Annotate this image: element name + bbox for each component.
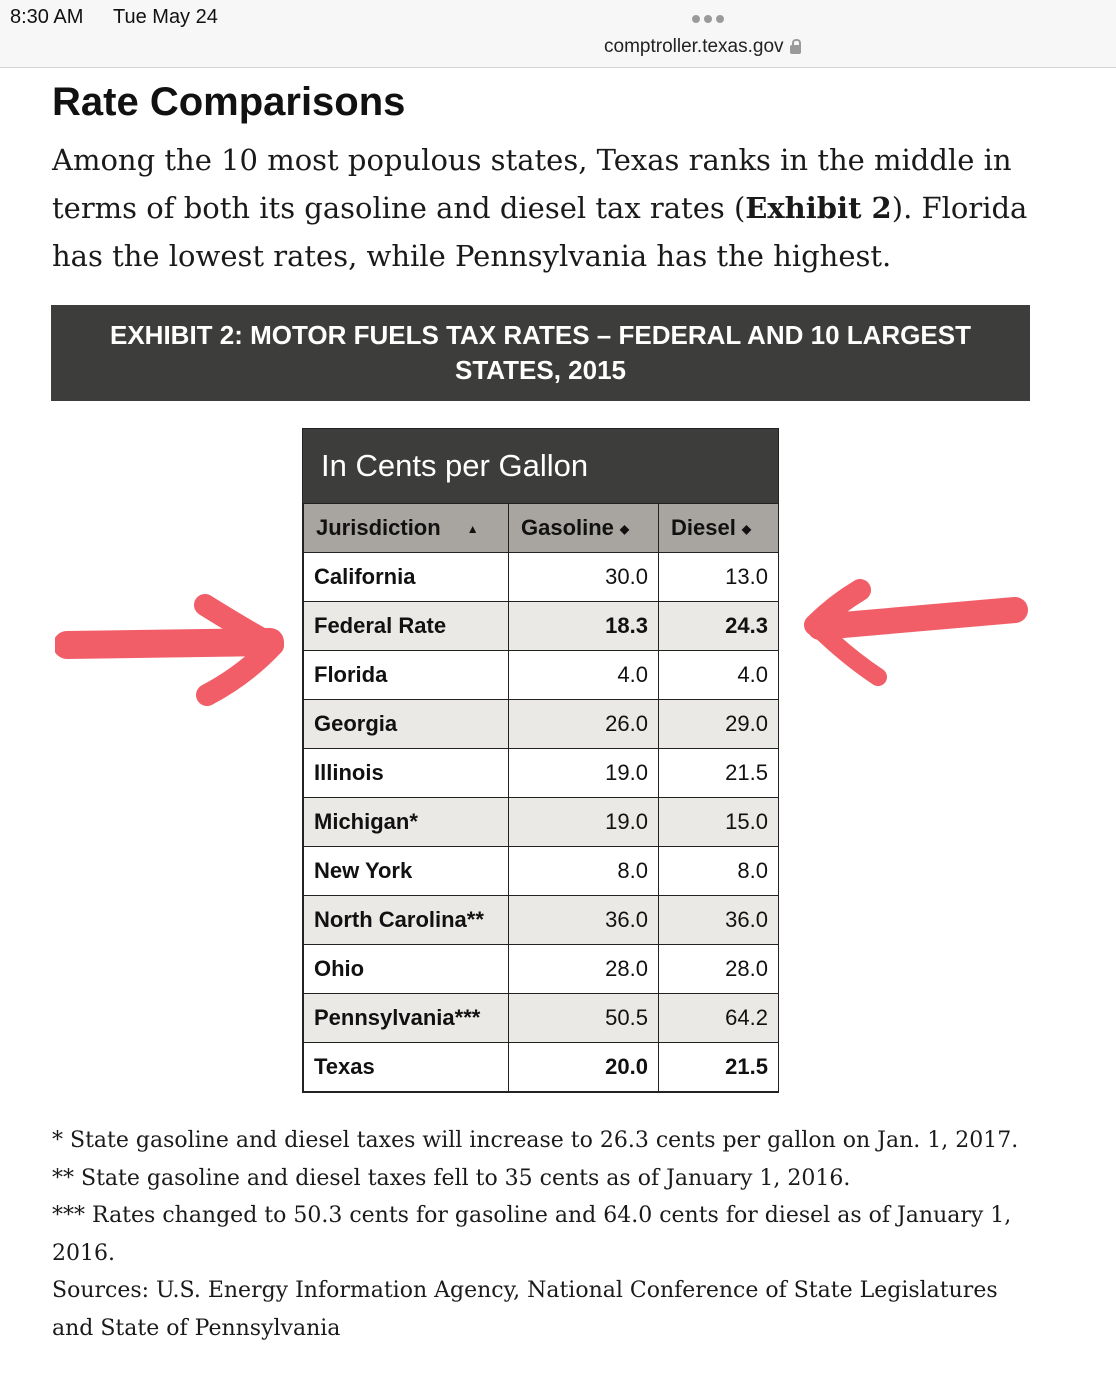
column-header-gasoline[interactable]: Gasoline ◆	[509, 504, 659, 553]
table-row	[304, 602, 779, 651]
column-header-jurisdiction[interactable]: Jurisdiction ▲	[304, 504, 509, 553]
footnote: *** Rates changed to 50.3 cents for gasoline and 64.0 cents for diesel as of January 1, 2016.	[52, 1203, 1012, 1266]
cell-diesel: 36.0	[659, 896, 779, 945]
sort-icon: ◆	[741, 522, 752, 537]
footnote: ** State gasoline and diesel taxes fell to 35 cents as of January 1, 2016.	[52, 1165, 851, 1191]
status-date: Tue May 24	[113, 6, 218, 28]
exhibit-title: EXHIBIT 2: MOTOR FUELS TAX RATES – FEDERAL AND 10 LARGEST STATES, 2015	[51, 305, 1030, 401]
cell-jurisdiction: New York	[304, 847, 509, 896]
table-row	[304, 553, 779, 602]
url-text: comptroller.texas.gov	[604, 36, 784, 57]
cell-jurisdiction: Michigan*	[304, 798, 509, 847]
cell-diesel: 24.3	[659, 602, 779, 651]
cell-gasoline: 19.0	[509, 749, 659, 798]
right-arrow-annotation-icon	[790, 575, 1030, 690]
cell-jurisdiction: California	[304, 553, 509, 602]
sort-ascending-icon: ▲	[466, 522, 479, 537]
table-row	[304, 700, 779, 749]
cell-gasoline: 50.5	[509, 994, 659, 1043]
cell-jurisdiction: Federal Rate	[304, 602, 509, 651]
status-time: 8:30 AM	[10, 6, 84, 28]
cell-gasoline: 36.0	[509, 896, 659, 945]
more-dots-icon[interactable]	[692, 15, 724, 23]
cell-diesel: 15.0	[659, 798, 779, 847]
cell-gasoline: 8.0	[509, 847, 659, 896]
cell-diesel: 13.0	[659, 553, 779, 602]
intro-text-2: ). Florida has the lowest rates, while Pennsylvania has the highest.	[52, 191, 1028, 273]
tax-rate-table	[302, 428, 779, 1093]
cell-gasoline: 20.0	[509, 1043, 659, 1092]
cell-diesel: 8.0	[659, 847, 779, 896]
cell-diesel: 29.0	[659, 700, 779, 749]
cell-jurisdiction: Texas	[304, 1043, 509, 1092]
cell-diesel: 28.0	[659, 945, 779, 994]
table-row	[304, 749, 779, 798]
table-row	[304, 847, 779, 896]
footnotes	[52, 1122, 1042, 1347]
exhibit-link-text: Exhibit 2	[745, 191, 892, 225]
column-header-diesel[interactable]: Diesel ◆	[659, 504, 779, 553]
sort-icon: ◆	[619, 522, 630, 537]
browser-status-bar	[0, 0, 1116, 68]
cell-gasoline: 28.0	[509, 945, 659, 994]
cell-diesel: 21.5	[659, 749, 779, 798]
cell-jurisdiction: Pennsylvania***	[304, 994, 509, 1043]
cell-diesel: 21.5	[659, 1043, 779, 1092]
footnote: * State gasoline and diesel taxes will increase to 26.3 cents per gallon on Jan. 1, 2017.	[52, 1128, 1019, 1153]
table-caption: In Cents per Gallon	[303, 429, 778, 503]
page-title: Rate Comparisons	[52, 80, 406, 124]
cell-jurisdiction: Ohio	[304, 945, 509, 994]
table-row	[304, 896, 779, 945]
cell-gasoline: 30.0	[509, 553, 659, 602]
table-row	[304, 994, 779, 1043]
cell-jurisdiction: North Carolina**	[304, 896, 509, 945]
cell-diesel: 4.0	[659, 651, 779, 700]
cell-diesel: 64.2	[659, 994, 779, 1043]
intro-text-1: Among the 10 most populous states, Texas ranks in the middle in terms of both its gasoline and diesel tax rates (	[52, 143, 1012, 225]
left-arrow-annotation-icon	[55, 590, 290, 715]
table-row	[304, 798, 779, 847]
cell-jurisdiction: Illinois	[304, 749, 509, 798]
address-bar[interactable]	[604, 36, 801, 58]
cell-jurisdiction: Georgia	[304, 700, 509, 749]
table-row	[304, 945, 779, 994]
cell-gasoline: 26.0	[509, 700, 659, 749]
table-row	[304, 651, 779, 700]
cell-gasoline: 4.0	[509, 651, 659, 700]
cell-gasoline: 18.3	[509, 602, 659, 651]
table-row	[304, 1043, 779, 1092]
sources-note: Sources: U.S. Energy Information Agency, National Conference of State Legislatures and State of Pennsylvania	[52, 1278, 998, 1341]
cell-gasoline: 19.0	[509, 798, 659, 847]
lock-icon	[790, 45, 801, 54]
cell-jurisdiction: Florida	[304, 651, 509, 700]
intro-paragraph	[52, 136, 1052, 280]
